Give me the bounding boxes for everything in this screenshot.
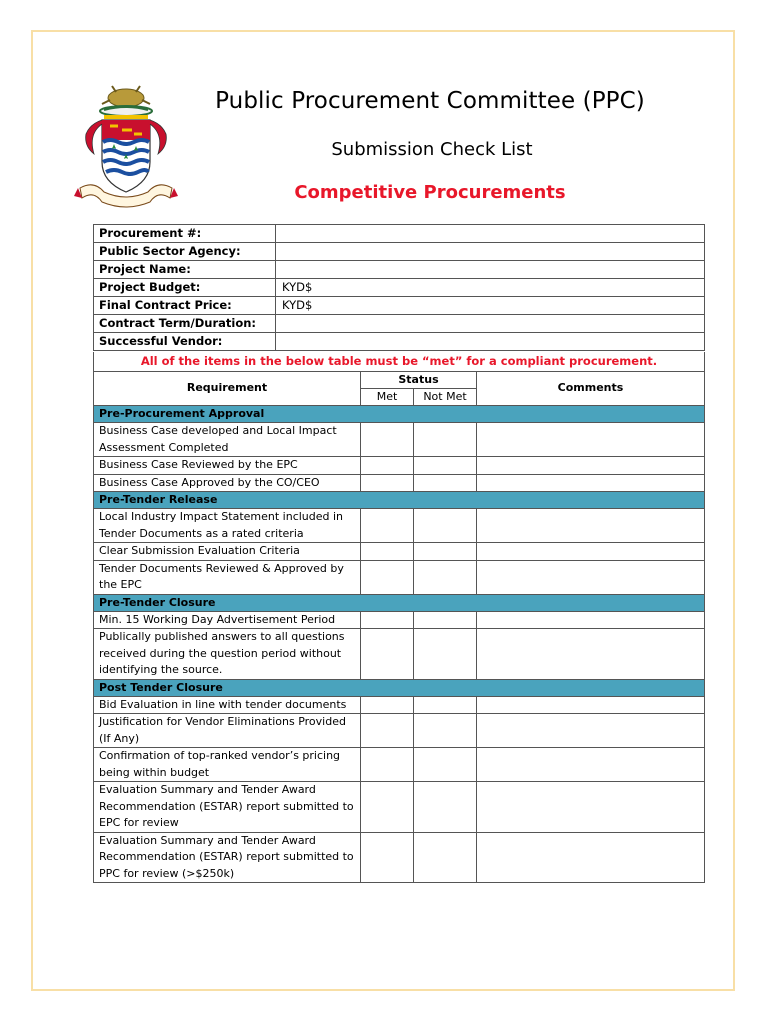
not-met-cell[interactable] <box>414 696 477 714</box>
met-column-header: Met <box>361 389 414 406</box>
info-row <box>94 333 705 351</box>
requirement-row <box>94 509 705 543</box>
info-value-field[interactable] <box>276 315 705 333</box>
section-title: Post Tender Closure <box>94 679 705 696</box>
info-label: Final Contract Price: <box>94 297 276 315</box>
requirement-text: Evaluation Summary and Tender Award Recommendation (ESTAR) report submitted to EPC for review <box>94 782 361 833</box>
requirement-row <box>94 696 705 714</box>
not-met-cell[interactable] <box>414 714 477 748</box>
met-cell[interactable] <box>361 509 414 543</box>
section-title: Pre-Procurement Approval <box>94 406 705 423</box>
requirement-text: Justification for Vendor Eliminations Provided (If Any) <box>94 714 361 748</box>
comments-cell[interactable] <box>477 543 705 561</box>
requirement-row <box>94 782 705 833</box>
requirement-row <box>94 714 705 748</box>
info-value-field[interactable]: KYD$ <box>276 279 705 297</box>
section-header-row <box>94 406 705 423</box>
not-met-cell[interactable] <box>414 832 477 883</box>
requirement-text: Business Case Approved by the CO/CEO <box>94 474 361 492</box>
met-cell[interactable] <box>361 423 414 457</box>
requirement-row <box>94 423 705 457</box>
comments-cell[interactable] <box>477 696 705 714</box>
requirement-row <box>94 543 705 561</box>
info-label: Successful Vendor: <box>94 333 276 351</box>
comments-column-header: Comments <box>477 372 705 406</box>
checklist-table <box>93 371 705 883</box>
requirement-row <box>94 748 705 782</box>
procurement-type-heading: Competitive Procurements <box>294 182 566 203</box>
requirement-text: Publically published answers to all questions received during the question period without identifying the source. <box>94 629 361 680</box>
not-met-column-header: Not Met <box>414 389 477 406</box>
met-cell[interactable] <box>361 543 414 561</box>
info-row <box>94 261 705 279</box>
requirement-text: Confirmation of top-ranked vendor’s pricing being within budget <box>94 748 361 782</box>
requirement-row <box>94 832 705 883</box>
info-label: Public Sector Agency: <box>94 243 276 261</box>
info-label: Project Budget: <box>94 279 276 297</box>
met-cell[interactable] <box>361 560 414 594</box>
requirement-row <box>94 629 705 680</box>
section-header-row <box>94 594 705 611</box>
info-row <box>94 243 705 261</box>
not-met-cell[interactable] <box>414 782 477 833</box>
met-cell[interactable] <box>361 611 414 629</box>
status-column-header: Status <box>361 372 477 389</box>
section-header-row <box>94 679 705 696</box>
comments-cell[interactable] <box>477 611 705 629</box>
not-met-cell[interactable] <box>414 611 477 629</box>
requirement-text: Bid Evaluation in line with tender documents <box>94 696 361 714</box>
not-met-cell[interactable] <box>414 560 477 594</box>
info-label: Contract Term/Duration: <box>94 315 276 333</box>
comments-cell[interactable] <box>477 714 705 748</box>
met-cell[interactable] <box>361 629 414 680</box>
not-met-cell[interactable] <box>414 629 477 680</box>
met-cell[interactable] <box>361 457 414 475</box>
met-cell[interactable] <box>361 748 414 782</box>
not-met-cell[interactable] <box>414 509 477 543</box>
comments-cell[interactable] <box>477 474 705 492</box>
requirement-row <box>94 457 705 475</box>
comments-cell[interactable] <box>477 629 705 680</box>
document-title: Public Procurement Committee (PPC) <box>215 88 645 114</box>
comments-cell[interactable] <box>477 560 705 594</box>
coat-of-arms-logo <box>74 84 178 212</box>
met-cell[interactable] <box>361 696 414 714</box>
comments-cell[interactable] <box>477 832 705 883</box>
not-met-cell[interactable] <box>414 543 477 561</box>
info-row <box>94 315 705 333</box>
info-row <box>94 279 705 297</box>
met-cell[interactable] <box>361 474 414 492</box>
document-subtitle: Submission Check List <box>331 139 533 160</box>
requirement-column-header: Requirement <box>94 372 361 406</box>
section-title: Pre-Tender Release <box>94 492 705 509</box>
requirement-text: Tender Documents Reviewed & Approved by the EPC <box>94 560 361 594</box>
section-header-row <box>94 492 705 509</box>
requirement-text: Clear Submission Evaluation Criteria <box>94 543 361 561</box>
info-row <box>94 297 705 315</box>
info-label: Procurement #: <box>94 225 276 243</box>
requirement-text: Min. 15 Working Day Advertisement Period <box>94 611 361 629</box>
comments-cell[interactable] <box>477 423 705 457</box>
compliance-warning: All of the items in the below table must be “met” for a compliant procurement. <box>93 352 705 371</box>
requirement-text: Evaluation Summary and Tender Award Recommendation (ESTAR) report submitted to PPC for review (>$250k) <box>94 832 361 883</box>
section-title: Pre-Tender Closure <box>94 594 705 611</box>
comments-cell[interactable] <box>477 457 705 475</box>
comments-cell[interactable] <box>477 782 705 833</box>
met-cell[interactable] <box>361 782 414 833</box>
not-met-cell[interactable] <box>414 457 477 475</box>
info-label: Project Name: <box>94 261 276 279</box>
not-met-cell[interactable] <box>414 423 477 457</box>
requirement-text: Local Industry Impact Statement included in Tender Documents as a rated criteria <box>94 509 361 543</box>
comments-cell[interactable] <box>477 748 705 782</box>
requirement-text: Business Case developed and Local Impact Assessment Completed <box>94 423 361 457</box>
not-met-cell[interactable] <box>414 474 477 492</box>
met-cell[interactable] <box>361 832 414 883</box>
requirement-row <box>94 611 705 629</box>
info-value-field[interactable] <box>276 261 705 279</box>
comments-cell[interactable] <box>477 509 705 543</box>
info-value-field[interactable] <box>276 333 705 351</box>
info-value-field[interactable] <box>276 243 705 261</box>
info-row <box>94 225 705 243</box>
requirement-text: Business Case Reviewed by the EPC <box>94 457 361 475</box>
info-value-field[interactable]: KYD$ <box>276 297 705 315</box>
info-value-field[interactable] <box>276 225 705 243</box>
procurement-info-table <box>93 224 705 351</box>
not-met-cell[interactable] <box>414 748 477 782</box>
met-cell[interactable] <box>361 714 414 748</box>
requirement-row <box>94 474 705 492</box>
requirement-row <box>94 560 705 594</box>
